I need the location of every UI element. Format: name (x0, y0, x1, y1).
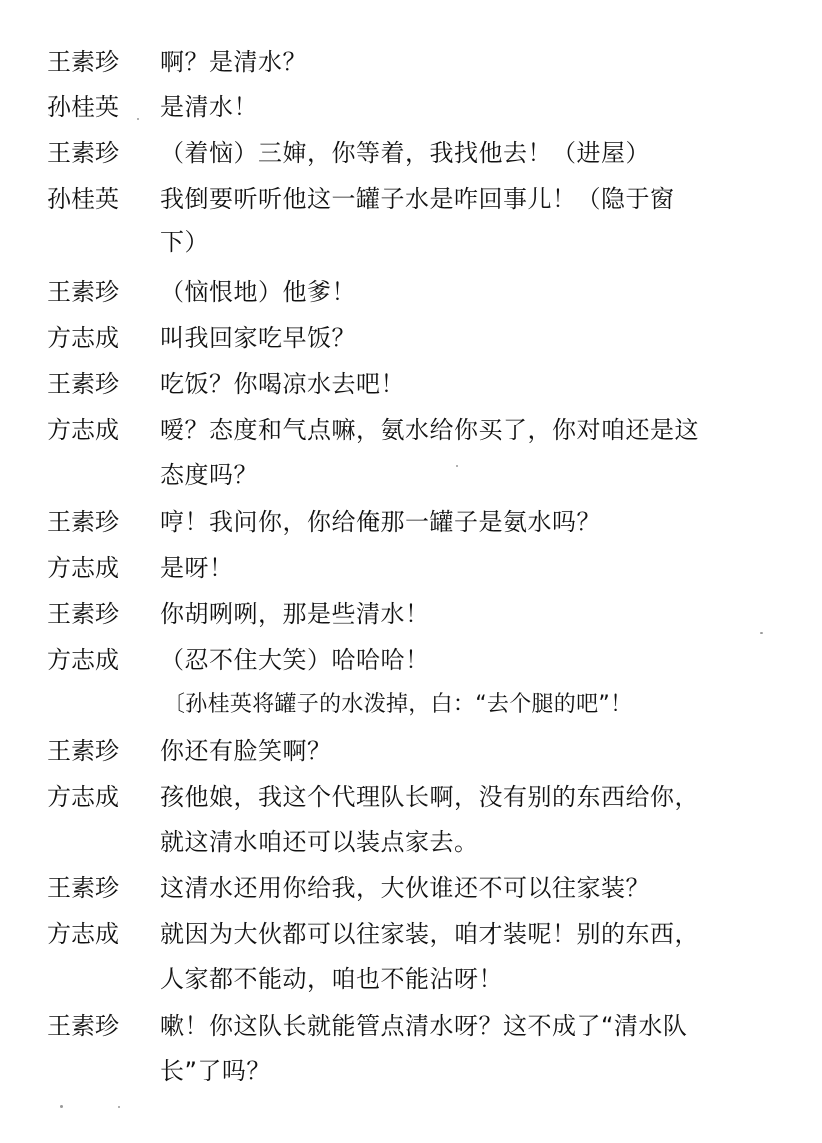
speaker-name: 方志成 (47, 646, 119, 674)
dialogue-line (0, 318, 822, 358)
speaker-name: 方志成 (47, 783, 119, 811)
scan-speckle (118, 1106, 120, 1108)
speaker-name: 王素珍 (47, 874, 119, 902)
dialogue-continuation (0, 1051, 822, 1091)
speaker-name: 王素珍 (47, 48, 119, 76)
dialogue-line (0, 594, 822, 634)
dialogue-line (0, 87, 822, 127)
dialogue-line (0, 272, 822, 312)
dialogue-line (0, 502, 822, 542)
speaker-name: 王素珍 (47, 737, 119, 765)
scan-speckle (456, 465, 458, 467)
speech-text: 叫我回家吃早饭？ (160, 324, 356, 352)
speech-text: 啊？是清水？ (160, 48, 307, 76)
speech-text: 嗳？态度和气点嘛，氨水给你买了，你对咱还是这 (160, 416, 699, 444)
speech-text: 你胡咧咧，那是些清水！ (160, 600, 430, 628)
speech-text: 你还有脸笑啊？ (160, 737, 332, 765)
speaker-name: 王素珍 (47, 1012, 119, 1040)
dialogue-line (0, 133, 822, 173)
dialogue-line (0, 179, 822, 219)
speaker-name: 孙桂英 (47, 185, 119, 213)
speech-text: 就因为大伙都可以往家装，咱才装呢！别的东西， (160, 920, 699, 948)
speaker-name: 方志成 (47, 324, 119, 352)
speech-text: 我倒要听听他这一罐子水是咋回事儿！（隐于窗 (160, 185, 675, 213)
speaker-name: 方志成 (47, 554, 119, 582)
scan-speckle (137, 118, 139, 120)
speech-text: 嗽！你这队长就能管点清水呀？这不成了“清水队 (160, 1012, 688, 1040)
dialogue-line (0, 640, 822, 680)
dialogue-continuation (0, 959, 822, 999)
dialogue-continuation (0, 222, 822, 262)
speech-continuation-text: 人家都不能动，咱也不能沾呀！ (160, 965, 503, 993)
dialogue-line (0, 868, 822, 908)
speaker-name: 方志成 (47, 416, 119, 444)
speaker-name: 方志成 (47, 920, 119, 948)
speaker-name: 孙桂英 (47, 93, 119, 121)
scan-speckle (60, 1105, 63, 1108)
speaker-name: 王素珍 (47, 508, 119, 536)
dialogue-continuation (0, 455, 822, 495)
speech-continuation-text: 态度吗？ (160, 461, 258, 489)
speech-text: 孩他娘，我这个代理队长啊，没有别的东西给你， (160, 783, 699, 811)
speech-text: 吃饭？你喝凉水去吧！ (160, 370, 405, 398)
scan-speckle (760, 632, 763, 634)
speech-continuation-text: 就这清水咱还可以装点家去。 (160, 828, 479, 856)
speech-continuation-text: 长”了吗？ (160, 1057, 271, 1085)
speech-text: （忍不住大笑）哈哈哈！ (160, 646, 430, 674)
speech-continuation-text: 下） (160, 228, 209, 256)
dialogue-line (0, 1006, 822, 1046)
speech-text: 这清水还用你给我，大伙谁还不可以往家装？ (160, 874, 650, 902)
dialogue-line (0, 410, 822, 450)
dialogue-line (0, 548, 822, 588)
dialogue-continuation (0, 822, 822, 862)
dialogue-line (0, 914, 822, 954)
speaker-name: 王素珍 (47, 139, 119, 167)
speech-text: 哼！我问你，你给俺那一罐子是氨水吗？ (160, 508, 601, 536)
dialogue-line (0, 777, 822, 817)
speech-text: 是清水！ (160, 93, 258, 121)
stage-direction-text: 〔孙桂英将罐子的水泼掉，白：“去个腿的吧”！ (163, 692, 633, 717)
dialogue-line (0, 364, 822, 404)
dialogue-line (0, 42, 822, 82)
stage-direction (0, 685, 822, 725)
dialogue-line (0, 731, 822, 771)
speaker-name: 王素珍 (47, 600, 119, 628)
speech-text: （着恼）三婶，你等着，我找他去！（进屋） (160, 139, 650, 167)
speech-text: （恼恨地）他爹！ (160, 278, 356, 306)
speaker-name: 王素珍 (47, 370, 119, 398)
speaker-name: 王素珍 (47, 278, 119, 306)
speech-text: 是呀！ (160, 554, 234, 582)
